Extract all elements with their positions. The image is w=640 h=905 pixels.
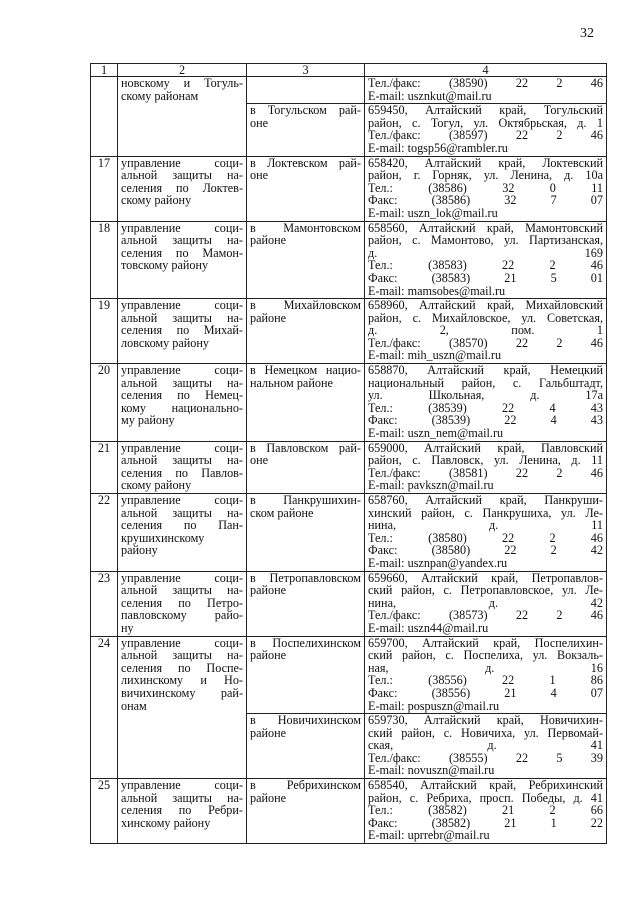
organization-cell-line: скому районам [121, 88, 199, 103]
organization-cell-line: селения по Михай- [121, 323, 243, 338]
district-cell-line: районе [250, 583, 287, 598]
contact-cell-line: E-mail: pospuszn@mail.ru [368, 698, 500, 713]
contact-cell-line: ский район, с. Новичиха, ул. Первомай- [368, 725, 603, 740]
organization-cell-line: хинскому району [121, 815, 211, 830]
column-header-row [91, 64, 607, 77]
district-cell-line: в Тогульском рай- [250, 103, 361, 118]
contact-cell-line: район, с. Михайловское, ул. Советская, [368, 310, 603, 325]
organization-cell-line: управление соци- [121, 363, 243, 378]
district-cell-line: в Ребрихинском [250, 778, 361, 793]
contact-cell [365, 441, 607, 493]
organization-cell-line: альной защиты на- [121, 168, 243, 183]
contact-cell-line: 658960, Алтайский край, Михайловский [368, 298, 603, 313]
organization-cell [118, 494, 247, 572]
table-row [91, 441, 607, 493]
contact-cell-line: Факс: (38582) 21 1 22 [368, 815, 603, 830]
table-row [91, 571, 607, 636]
organization-cell-line: скому району [121, 193, 192, 208]
contact-cell [365, 156, 607, 221]
contact-cell-line: хинский район, с. Панкрушиха, ул. Ле- [368, 505, 603, 520]
organization-cell [118, 299, 247, 364]
contact-cell-line: Тел.: (38580) 22 2 46 [368, 530, 603, 545]
organization-cell-line: управление соци- [121, 298, 243, 313]
organization-cell [118, 571, 247, 636]
contact-cell-line: E-mail: mamsobes@mail.ru [368, 283, 506, 298]
contact-cell [365, 221, 607, 299]
contact-cell-line: ул. Школьная, д. 17а [368, 388, 603, 403]
organization-cell [118, 779, 247, 844]
organization-cell-line: управление соци- [121, 778, 243, 793]
row-number-cell [91, 77, 118, 157]
contact-cell-line: ский район, с. Поспелиха, ул. Вокзаль- [368, 648, 603, 663]
district-cell-line: районе [250, 725, 287, 740]
contact-cell-line: 659450, Алтайский край, Тогульский [368, 103, 603, 118]
district-cell-line: в Мамонтовском [250, 220, 361, 235]
contact-cell-line: E-mail: usznpan@yandex.ru [368, 555, 508, 570]
organization-cell-line: альной защиты на- [121, 375, 243, 390]
organization-cell-line: альной защиты на- [121, 310, 243, 325]
district-cell-line: в Михайловском [250, 298, 361, 313]
row-number: 21 [97, 440, 111, 455]
organization-cell-line: управление соци- [121, 570, 243, 585]
contact-cell [365, 494, 607, 572]
organization-cell-line: селения по Поспе- [121, 660, 243, 675]
contact-cell-line: 658540, Алтайский край, Ребрихинский [368, 778, 603, 793]
organization-cell-line: управление соци- [121, 155, 243, 170]
contact-cell-line: E-mail: uszn_lok@mail.ru [368, 205, 498, 220]
table-row [91, 636, 607, 714]
organization-cell-line: управление соци- [121, 635, 243, 650]
district-cell-line: в Немецком нацио- [250, 363, 361, 378]
district-cell [247, 77, 365, 104]
contact-cell-line: д. 169 [368, 245, 603, 260]
row-number: 17 [97, 155, 111, 170]
table-row [91, 364, 607, 442]
organization-cell-line: селения по Немец- [121, 388, 243, 403]
organization-cell [118, 221, 247, 299]
row-number-cell [91, 571, 118, 636]
contact-cell [365, 636, 607, 714]
row-number-cell [91, 494, 118, 572]
district-cell-line: в Поспелихинском [250, 635, 361, 650]
row-number: 23 [97, 570, 111, 585]
contact-cell-line: Факс: (38580) 22 2 42 [368, 543, 603, 558]
contact-cell-line: район, г. Горняк, ул. Ленина, д. 10а [368, 168, 603, 183]
row-number: 22 [97, 493, 111, 507]
organization-cell-line: товскому району [121, 258, 209, 273]
contact-cell-line: район, с. Ребриха, просп. Победы, д. 41 [368, 790, 603, 805]
row-number: 18 [97, 220, 111, 235]
contact-cell-line: Тел./факс: (38570) 22 2 46 [368, 335, 603, 350]
contact-cell-line: E-mail: uszn44@mail.ru [368, 620, 489, 635]
contact-cell-line: район, с. Мамонтово, ул. Партизанская, [368, 233, 603, 248]
district-cell [247, 636, 365, 714]
row-number-cell [91, 221, 118, 299]
district-cell-line: ском районе [250, 505, 314, 520]
contact-cell-line: 659700, Алтайский край, Поспелихин- [368, 635, 603, 650]
district-cell-line: в Павловском рай- [250, 440, 361, 455]
contact-cell-line: Факс: (38586) 32 7 07 [368, 193, 603, 208]
district-cell-line: оне [250, 115, 269, 130]
contact-cell-line: 659000, Алтайский край, Павловский [368, 440, 603, 455]
contact-cell [365, 299, 607, 364]
organization-cell [118, 364, 247, 442]
organization-cell-line: селения по Петро- [121, 595, 243, 610]
row-number-cell [91, 364, 118, 442]
district-cell [247, 714, 365, 779]
contact-cell-line: E-mail: togsp56@rambler.ru [368, 140, 508, 155]
contact-cell-line: Факс: (38556) 21 4 07 [368, 685, 603, 700]
table-row [91, 77, 607, 104]
district-cell-line: районе [250, 790, 287, 805]
organization-cell-line: павловскому райо- [121, 608, 243, 623]
district-cell [247, 299, 365, 364]
contact-cell-line: Тел./факс: (38555) 22 5 39 [368, 750, 603, 765]
district-cell [247, 221, 365, 299]
contact-cell-line: ская, д. 41 [368, 738, 603, 753]
organization-cell-line: вичихинскому рай- [121, 685, 243, 700]
contact-cell-line: Факс: (38583) 21 5 01 [368, 270, 603, 285]
contact-cell-line: Тел.: (38556) 22 1 86 [368, 673, 603, 688]
contact-cell-line: нина, д. 42 [368, 595, 603, 610]
row-number: 20 [97, 363, 111, 378]
contact-cell-line: Тел.: (38583) 22 2 46 [368, 258, 603, 273]
column-header-3: 3 [247, 64, 365, 77]
table-row [91, 221, 607, 299]
contact-cell [365, 571, 607, 636]
organization-cell-line: управление соци- [121, 440, 243, 455]
contact-cell-line: ский район, с. Петропавловское, ул. Ле- [368, 583, 603, 598]
organization-cell-line: крушихинскому [121, 530, 205, 545]
contact-cell-line: Тел./факс: (38590) 22 2 46 [368, 76, 603, 90]
district-cell [247, 104, 365, 156]
organization-cell-line: альной защиты на- [121, 583, 243, 598]
organization-cell-line: селения по Пан- [121, 518, 243, 533]
contact-cell-line: E-mail: mih_uszn@mail.ru [368, 348, 502, 363]
organization-cell-line: селения по Локтев- [121, 180, 243, 195]
column-header-2: 2 [118, 64, 247, 77]
contact-cell-line: Тел.: (38539) 22 4 43 [368, 400, 603, 415]
row-number-cell [91, 441, 118, 493]
organization-cell-line: альной защиты на- [121, 233, 243, 248]
column-header-4: 4 [365, 64, 607, 77]
district-cell [247, 364, 365, 442]
organization-cell-line: скому району [121, 478, 192, 493]
contact-cell-line: E-mail: uprrebr@mail.ru [368, 828, 490, 843]
organization-cell-line: альной защиты на- [121, 648, 243, 663]
contact-cell [365, 714, 607, 779]
contact-cell-line: Факс: (38539) 22 4 43 [368, 413, 603, 428]
row-number-cell [91, 156, 118, 221]
district-cell-line: районе [250, 648, 287, 663]
organization-cell [118, 636, 247, 779]
table-row [91, 494, 607, 572]
organization-cell-line: му району [121, 413, 175, 428]
organization-cell-line: управление соци- [121, 493, 243, 507]
table-row [91, 299, 607, 364]
contact-cell-line: район, с. Павловск, ул. Ленина, д. 11 [368, 453, 603, 468]
district-cell-line: оне [250, 453, 269, 468]
district-cell-line: районе [250, 233, 287, 248]
row-number: 19 [97, 298, 111, 313]
contact-cell-line: 659730, Алтайский край, Новичихин- [368, 713, 603, 728]
contact-cell [365, 104, 607, 156]
district-cell-line: в Панкрушихин- [250, 493, 361, 507]
organization-cell-line: селения по Павлов- [121, 465, 243, 480]
contacts-table [90, 63, 607, 844]
organization-cell-line: лихинскому и Но- [121, 673, 243, 688]
district-cell [247, 441, 365, 493]
contact-cell-line: 658420, Алтайский край, Локтевский [368, 155, 603, 170]
contact-cell-line: E-mail: uszn_nem@mail.ru [368, 426, 504, 441]
contact-cell-line: Тел./факс: (38573) 22 2 46 [368, 608, 603, 623]
row-number-cell [91, 636, 118, 779]
contact-cell-line: Тел.: (38582) 21 2 66 [368, 803, 603, 818]
district-cell [247, 779, 365, 844]
organization-cell-line: селения по Ребри- [121, 803, 243, 818]
contact-cell-line: E-mail: usznkut@mail.ru [368, 88, 492, 103]
contact-cell [365, 77, 607, 104]
contact-cell-line: Тел./факс: (38597) 22 2 46 [368, 128, 603, 143]
contact-cell [365, 364, 607, 442]
contact-cell-line: 658760, Алтайский край, Панкруши- [368, 493, 603, 507]
organization-cell-line: району [121, 543, 158, 558]
contact-cell-line: Тел.: (38586) 32 0 11 [368, 180, 603, 195]
row-number-cell [91, 299, 118, 364]
organization-cell-line: управление соци- [121, 220, 243, 235]
district-cell-line: в Петропавловском [250, 570, 361, 585]
contact-cell-line: д. 2, пом. 1 [368, 323, 603, 338]
district-cell-line: районе [250, 310, 287, 325]
contact-cell-line: национальный район, с. Гальбштадт, [368, 375, 603, 390]
contact-cell-line: 658870, Алтайский край, Немецкий [368, 363, 603, 378]
organization-cell [118, 441, 247, 493]
contact-cell-line: Тел./факс: (38581) 22 2 46 [368, 465, 603, 480]
district-cell-line: в Новичихинском [250, 713, 361, 728]
organization-cell-line: новскому и Тогуль- [121, 76, 243, 90]
table-row [91, 156, 607, 221]
organization-cell-line: ну [121, 620, 134, 635]
contact-cell-line: E-mail: novuszn@mail.ru [368, 763, 495, 778]
organization-cell-line: кому национально- [121, 400, 243, 415]
contact-cell [365, 779, 607, 844]
organization-cell-line: альной защиты на- [121, 505, 243, 520]
column-header-1: 1 [91, 64, 118, 77]
row-number-cell [91, 779, 118, 844]
contact-cell-line: 659660, Алтайский край, Петропавлов- [368, 570, 603, 585]
district-cell [247, 571, 365, 636]
organization-cell-line: онам [121, 698, 147, 713]
contact-cell-line: E-mail: pavkszn@mail.ru [368, 478, 494, 493]
contact-cell-line: ная, д. 16 [368, 660, 603, 675]
organization-cell-line: ловскому району [121, 335, 210, 350]
organization-cell-line: селения по Мамон- [121, 245, 243, 260]
organization-cell [118, 156, 247, 221]
district-cell-line: нальном районе [250, 375, 333, 390]
table-body [91, 77, 607, 844]
organization-cell-line: альной защиты на- [121, 453, 243, 468]
page-number: 32 [580, 26, 594, 41]
contact-cell-line: нина, д. 11 [368, 518, 603, 533]
row-number: 24 [97, 635, 111, 650]
district-cell-line: оне [250, 168, 269, 183]
contact-cell-line: 658560, Алтайский край, Мамонтовский [368, 220, 603, 235]
organization-cell [118, 77, 247, 157]
organization-cell-line: альной защиты на- [121, 790, 243, 805]
row-number: 25 [97, 778, 111, 793]
contact-cell-line: район, с. Тогул, ул. Октябрьская, д. 1 [368, 115, 603, 130]
district-cell-line: в Локтевском рай- [250, 155, 361, 170]
table-row [91, 779, 607, 844]
district-cell [247, 156, 365, 221]
district-cell [247, 494, 365, 572]
